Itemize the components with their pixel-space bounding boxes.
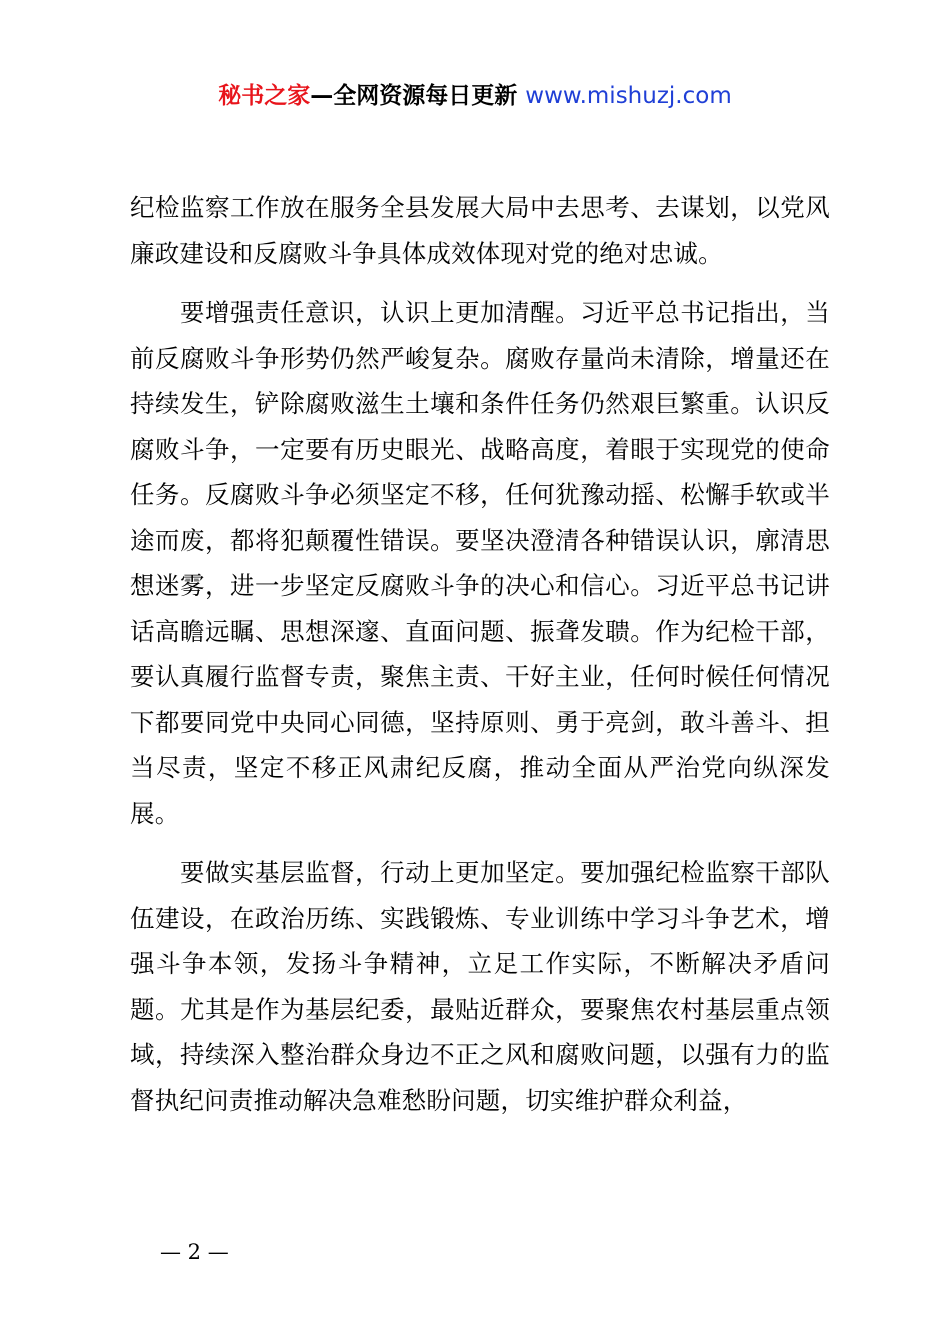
paragraph: 纪检监察工作放在服务全县发展大局中去思考、去谋划，以党风廉政建设和反腐败斗争具体成效体现对党的绝对忠诚。 — [130, 193, 830, 268]
page-number: — 2 — — [160, 1240, 229, 1264]
paragraph: 要增强责任意识，认识上更加清醒。习近平总书记指出，当前反腐败斗争形势仍然严峻复杂。腐败存量尚未清除，增量还在持续发生，铲除腐败滋生土壤和条件任务仍然艰巨繁重。认识反腐败斗争，一定要有历史眼光、战略高度，着眼于实现党的使命任务。反腐败斗争必须坚定不移，任何犹豫动摇、松懈手软或半途而废，都将犯颠覆性错误。要坚决澄清各种错误认识，廓清思想迷雾，进一步坚定反腐败斗争的决心和信心。习近平总书记讲话高瞻远瞩、思想深邃、直面问题、振聋发聩。作为纪检干部，要认真履行监督专责，聚焦主责、干好主业，任何时候任何情况下都要同党中央同心同德，坚持原则、勇于亮剑，敢斗善斗、担当尽责，坚定不移正风肃纪反腐，推动全面从严治党向纵深发展。 — [130, 298, 830, 828]
site-header — [0, 80, 950, 112]
document-body — [130, 185, 830, 1123]
paragraph: 要做实基层监督，行动上更加坚定。要加强纪检监察干部队伍建设，在政治历练、实践锻炼、专业训练中学习斗争艺术，增强斗争本领，发扬斗争精神，立足工作实际，不断解决矛盾问题。尤其是作为基层纪委，最贴近群众，要聚焦农村基层重点领域，持续深入整治群众身边不正之风和腐败问题，以强有力的监督执纪问责推动解决急难愁盼问题，切实维护群众利益， — [130, 858, 830, 1115]
site-brand: 秘书之家 — [218, 83, 311, 109]
site-url[interactable]: www.mishuzj.com — [525, 83, 732, 109]
site-tagline: —全网资源每日更新 — [310, 83, 518, 109]
